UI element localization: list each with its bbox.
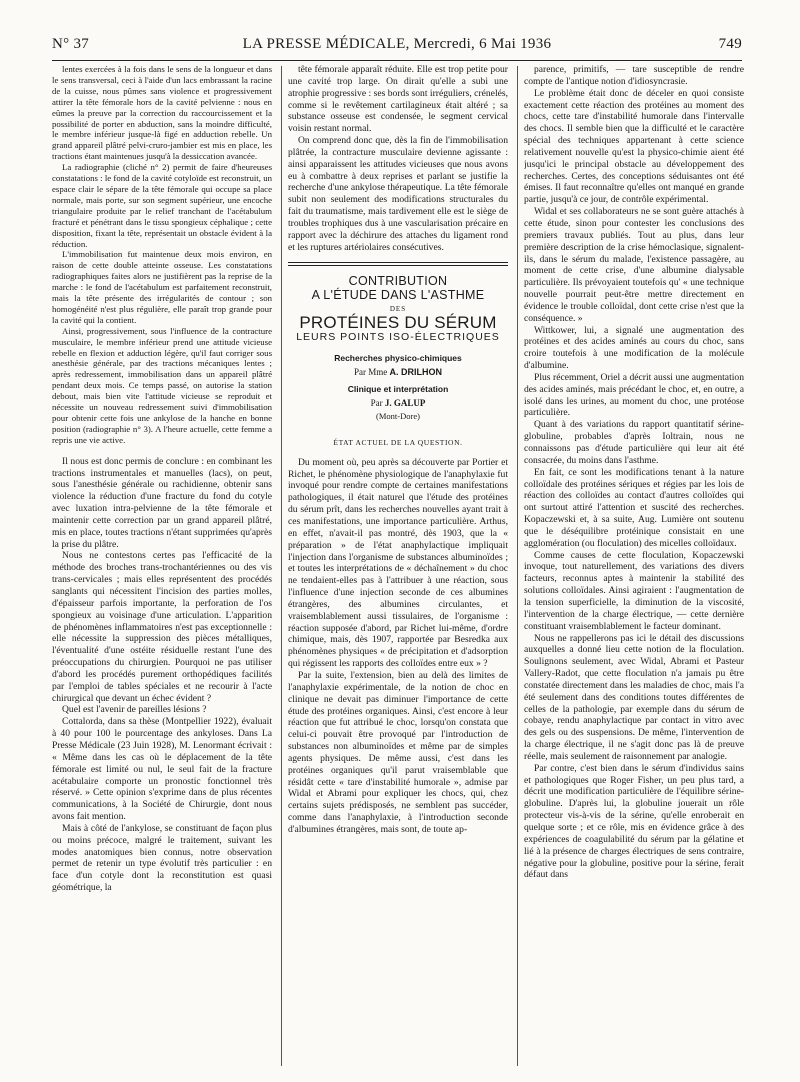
paragraph: Comme causes de cette floculation, Kopaczewski invoque, tout naturellement, des variations des divers facteurs, reconnus aptes à maintenir la stabilité des solutions colloïdales. Ainsi agiraient : l'augmentation de la tension superficielle, la diminution de la viscosité, l'intervention de la charge électrique, — cette dernière constituant vraisemblablement le facteur dominant.	[524, 549, 744, 632]
paragraph: En fait, ce sont les modifications tenant à la nature colloïdale des protéines sériques et régies par les lois de réaction des colloïdes au contact d'autres colloïdes qui ont surtout attiré l'attention et suscité des recherches. Kopaczewski et, à sa suite, Aug. Lumière ont soutenu que le déséquilibre protéinique consistait en une agglomération (ou floculation) des micelles colloïdaux.	[524, 466, 744, 549]
paragraph: Le problème était donc de déceler en quoi consiste exactement cette réaction des protéines au moment des chocs, cette tare d'instabilité humorale dans l'intervalle des chocs. Il semble bien que la difficulté et le caractère spécial des techniques appartenant à cette science relativement nouvelle qu'est la physico-chimie aient été jusqu'ici le principal obstacle au développement des recherches. Certes, des conceptions séduisantes ont été émises. Il faut reconnaître qu'elles ont manqué en grande partie, jusqu'à ce jour, de contrôle expérimental.	[524, 87, 744, 206]
section-heading: ÉTAT ACTUEL DE LA QUESTION.	[333, 437, 463, 447]
article-subtitle: LEURS POINTS ISO-ÉLECTRIQUES	[296, 330, 500, 343]
paragraph: Mais à côté de l'ankylose, se constituant de façon plus ou moins précoce, malgré le traitement, suivant les modes anatomiques bien connus, notre observation permet de retenir un type évolutif très particulier : en face d'un cotyle dont la reconstitution est quasi géométrique, la	[52, 822, 272, 894]
paragraph: Plus récemment, Oriel a décrit aussi une augmentation des acides aminés, mais précédant le choc, et, en outre, a isolé dans les urines, au moment du choc, une protéose particulière.	[524, 371, 744, 419]
article-author: Par Mme A. DRILHON	[354, 366, 442, 377]
paragraph: lentes exercées à la fois dans le sens de la longueur et dans le sens transversal, ceci à l'aide d'un lacs embrassant la racine de la cuisse, nous pûmes sans violence et progressivement attirer la tête fémorale hors de la cavité pelvienne : nous en eûmes la preuve par la correction du raccourcissement et la possibilité de porter en abduction, sans la moindre difficulté, le membre inférieur jusque-là figé en adduction rebelle. Un grand appareil plâtré pelvi-cruro-jambier est mis en place, les tractions étant maintenues jusqu'à la dessiccation avancée.	[52, 64, 272, 162]
article-heading	[288, 273, 508, 449]
article-divider	[288, 262, 508, 266]
column-separator	[517, 66, 518, 1066]
paragraph: L'immobilisation fut maintenue deux mois environ, en raison de cette double atteinte osseuse. Les constatations radiographiques faites alors ne justifièrent pas la reprise de la marche : le fond de l'acétabulum est parfaitement reconstruit, mais la tête présente des irrégularités de contour ; son homogénéité n'est plus régulière, elle paraît trop grande pour la cavité qui la contient.	[52, 249, 272, 325]
issue-number: N° 37	[52, 36, 90, 52]
paragraph: On comprend donc que, dès la fin de l'immobilisation plâtrée, la contracture musculaire devienne agissante : ainsi apparaissent les attitudes vicieuses que nous avons eu à combattre à deux reprises et parlant se justifie la recherche d'une ankylose thérapeutique. La tête fémorale subit non seulement des modifications structurales du fait du traumatisme, mais tardivement elle est le siège de troubles trophiques dus à une vascularisation précaire en rapport avec la déchirure des attaches du ligament rond et les ruptures artériolaires consécutives.	[288, 135, 508, 253]
running-header	[52, 36, 742, 60]
article-author: Par J. GALUP	[370, 398, 426, 409]
paragraph: Du moment où, peu après sa découverte par Portier et Richet, le phénomène physiologique de l'anaphylaxie fut invoqué pour rendre compte de certaines manifestations pathologiques, il était naturel que l'étude des protéines du sérum prît, dans les recherches nouvelles ayant trait à ces manifestations, une importance particulière. Arthus, en effet, n'avait-il pas montré, dès 1903, que la « préparation » de l'état anaphylactique impliquait l'injection dans l'organisme de substances albuminoïdes ; et toutes les interprétations de « déchaînement » du choc ne tendaient-elles pas à l'attribuer à une réaction, sous l'influence d'une injection seconde de ces albumines étrangères, des albumines circulantes, et vraisemblablement aussi tissulaires, de l'organisme : réaction supposée d'abord, par Richet lui-même, d'ordre chimique, mais, dès 1907, rapportée par Besredka aux phénomènes physiques « de précipitation et d'adsorption qui régissent les rapports des colloïdes entre eux » ?	[288, 456, 508, 670]
paragraph: Par contre, c'est bien dans le sérum d'individus sains et pathologiques que Roger Fisher, un peu plus tard, a décrit une modification particulière de l'équilibre sérine-globuline. D'après lui, la globuline jouerait un rôle protecteur vis-à-vis de la sérine, qu'elle enroberait en quelque sorte ; et ce rôle, mis en évidence grâce à des expériences de coagulabilité du sérum par la gélatine et lié à la présence de charges électriques de sens contraire, négative pour la globuline, positive pour la sérine, ferait défaut dans	[524, 762, 744, 881]
column-middle	[288, 64, 508, 1069]
article-section-label: Clinique et interprétation	[347, 384, 449, 395]
journal-title: LA PRESSE MÉDICALE, Mercredi, 6 Mai 1936	[242, 36, 552, 52]
paragraph: Cottalorda, dans sa thèse (Montpellier 1922), évaluait à 40 pour 100 le pourcentage des ankyloses. Dans La Presse Médicale (23 Juin 1928), M. Lenormant écrivait : « Même dans les cas où le déplacement de la tête fémorale est limité ou nul, le seul fait de la fracture acétabulaire comporte un pronostic fonctionnel très réservé. » Cette opinion s'exprime dans de plus récentes communications, à la Société de Chirurgie, dont nous avons fait mention.	[52, 716, 272, 823]
paragraph: La radiographie (cliché n° 2) permit de faire d'heureuses constatations : le fond de la cavité cotyloïde est reconstruit, un espace clair le sépare de la tête fémorale qui occupe sa place normale, mais porte, sur son segment supérieur, une encoche triangulaire produite par le relief tranchant de l'acétabulum fracturé et pénétrant dans le tissu spongieux céphalique ; cette disposition, fixant la tête, représentait un obstacle évident à la réduction.	[52, 162, 272, 249]
article-main-title: PROTÉINES DU SÉRUM	[299, 313, 497, 333]
paragraph: Nous ne rappellerons pas ici le détail des discussions auxquelles a donné lieu cette notion de la floculation. Soulignons seulement, avec Widal, Abrami et Pasteur Vallery-Radot, que cette floculation n'a jamais pu être constatée directement dans les maladies de choc, mais l'a été seulement dans des conditions toutes différentes de celles de la pathologie, par exemple dans du sérum de cobaye, rendu anaphylactique par contact in vitro avec des gels ou des suspensions. De même, l'intervention de la charge électrique, il ne s'agit donc pas là de preuve réelle, mais seulement de raisonnement par analogie.	[524, 632, 744, 762]
paragraph: Wittkower, lui, a signalé une augmentation des protéines et des acides aminés au cours du choc, sans croire toutefois à une modification de la molécule d'albumine.	[524, 324, 744, 372]
article-kicker: CONTRIBUTION	[348, 273, 448, 288]
column-left	[52, 64, 272, 1069]
paragraph: Quel est l'avenir de pareilles lésions ?	[62, 704, 207, 716]
paragraph: tête fémorale apparaît réduite. Elle est trop petite pour une cavité trop large. On dirait qu'elle a subi une atrophie progressive : ses bords sont irréguliers, crénelés, comme si le revêtement cartilagineux était altéré ; sa substance osseuse est condensée, le segment cervical voisin restant normal.	[288, 64, 508, 135]
article-title-line: A L'ÉTUDE DANS L'ASTHME	[311, 288, 485, 303]
article-author-place: (Mont-Dore)	[376, 411, 420, 422]
paragraph: Quant à des variations du rapport quantitatif sérine-globuline, probables d'après Ioltrain, nous ne connaissons pas d'étude particulière qui leur ait été consacrée, du moins dans l'asthme.	[524, 419, 744, 466]
article-title-connector: DES	[389, 305, 407, 314]
paragraph: Nous ne contestons certes pas l'efficacité de la méthode des broches trans-trochantériennes ou des vis trans-cervicales ; mais elles représentent des procédés sanglants qui nécessitent l'incision des parties molles, d'épaisseur parfois importante, la perforation de l'os spongieux au voisinage d'une articulation. L'apparition de phénomènes inflammatoires n'est pas exceptionnelle : elle nécessite la suppression des pièces métalliques, l'éventualité d'une ostéite résiduelle restant l'une des préoccupations du chirurgien. Pourquoi ne pas utiliser d'abord les procédés purement orthopédiques facilités par l'emploi de tables spéciales et ne recourir à l'acte chirurgical que devant un échec évident ?	[52, 550, 272, 704]
paragraph: Widal et ses collaborateurs ne se sont guère attachés à cette étude, sinon pour contester les conclusions des premiers travaux publiés. Tout au plus, dans leur première description de la crise hémoclasique, signalent-ils, dans le sérum du malade, l'existence passagère, au moment de cette crise, d'une albumine dialysable particulière. Ils prévoyaient toutefois qu' « une technique nouvelle pourrait peut-être mettre directement en évidence le trouble colloïdal, dont cette crise n'est que la conséquence. »	[524, 206, 744, 324]
paragraph: Ainsi, progressivement, sous l'influence de la contracture musculaire, le membre inférieur prend une attitude vicieuse rebelle en flexion et adduction légère, qu'il faut corriger sous anesthésie générale, par des tractions mécaniques lentes ; après redressement, immobilisation dans un appareil plâtré pendant deux mois. Ce temps passé, on autorise la station debout, mais bien vite l'attitude vicieuse se reproduit et nécessite un nouveau redressement suivi d'immobilisation pour obtenir cette fois une ankylose de la hanche en bonne position (radiographie n° 3). A l'heure actuelle, cette femme a repris une vie active.	[52, 325, 272, 445]
column-right	[524, 64, 744, 1069]
paragraph: parence, primitifs, — tare susceptible de rendre compte de l'antique notion d'idiosyncrasie.	[524, 64, 744, 87]
paragraph: Il nous est donc permis de conclure : en combinant les tractions instrumentales et manuelles (lacs), on peut, sous l'anesthésie générale ou rachidienne, obtenir sans violence la réduction d'une fracture du fond du cotyle avec luxation intra-pelvienne de la tête fémorale et maintenir cette correction par un grand appareil plâtré, mis en place, toutes tractions n'étant supprimées qu'après la prise du plâtre.	[52, 455, 272, 550]
column-separator	[281, 66, 282, 1066]
article-section-label: Recherches physico-chimiques	[334, 352, 462, 363]
page-number: 749	[718, 36, 742, 52]
paragraph: Par la suite, l'extension, bien au delà des limites de l'anaphylaxie expérimentale, de la notion de choc en clinique ne devait pas diminuer l'importance de cette étude des protéines organiques. Ainsi, c'est encore à leur réaction que fut attribué le choc, lorsqu'on constata que celui-ci pouvait être provoqué par l'introduction de substances non albuminoïdes et même par de simples agents physiques. De même aussi, c'est dans les protéines organiques qu'il parut vraisemblable que résidât cette « tare d'instabilité humorale », admise par Widal et Abrami pour expliquer les chocs, qui, chez certains sujets prédisposés, ne semblent pas succéder, comme dans l'anaphylaxie, à l'introduction seconde d'albumines étrangères, mais sont, de toute ap-	[288, 669, 508, 835]
header-rule	[52, 60, 742, 61]
